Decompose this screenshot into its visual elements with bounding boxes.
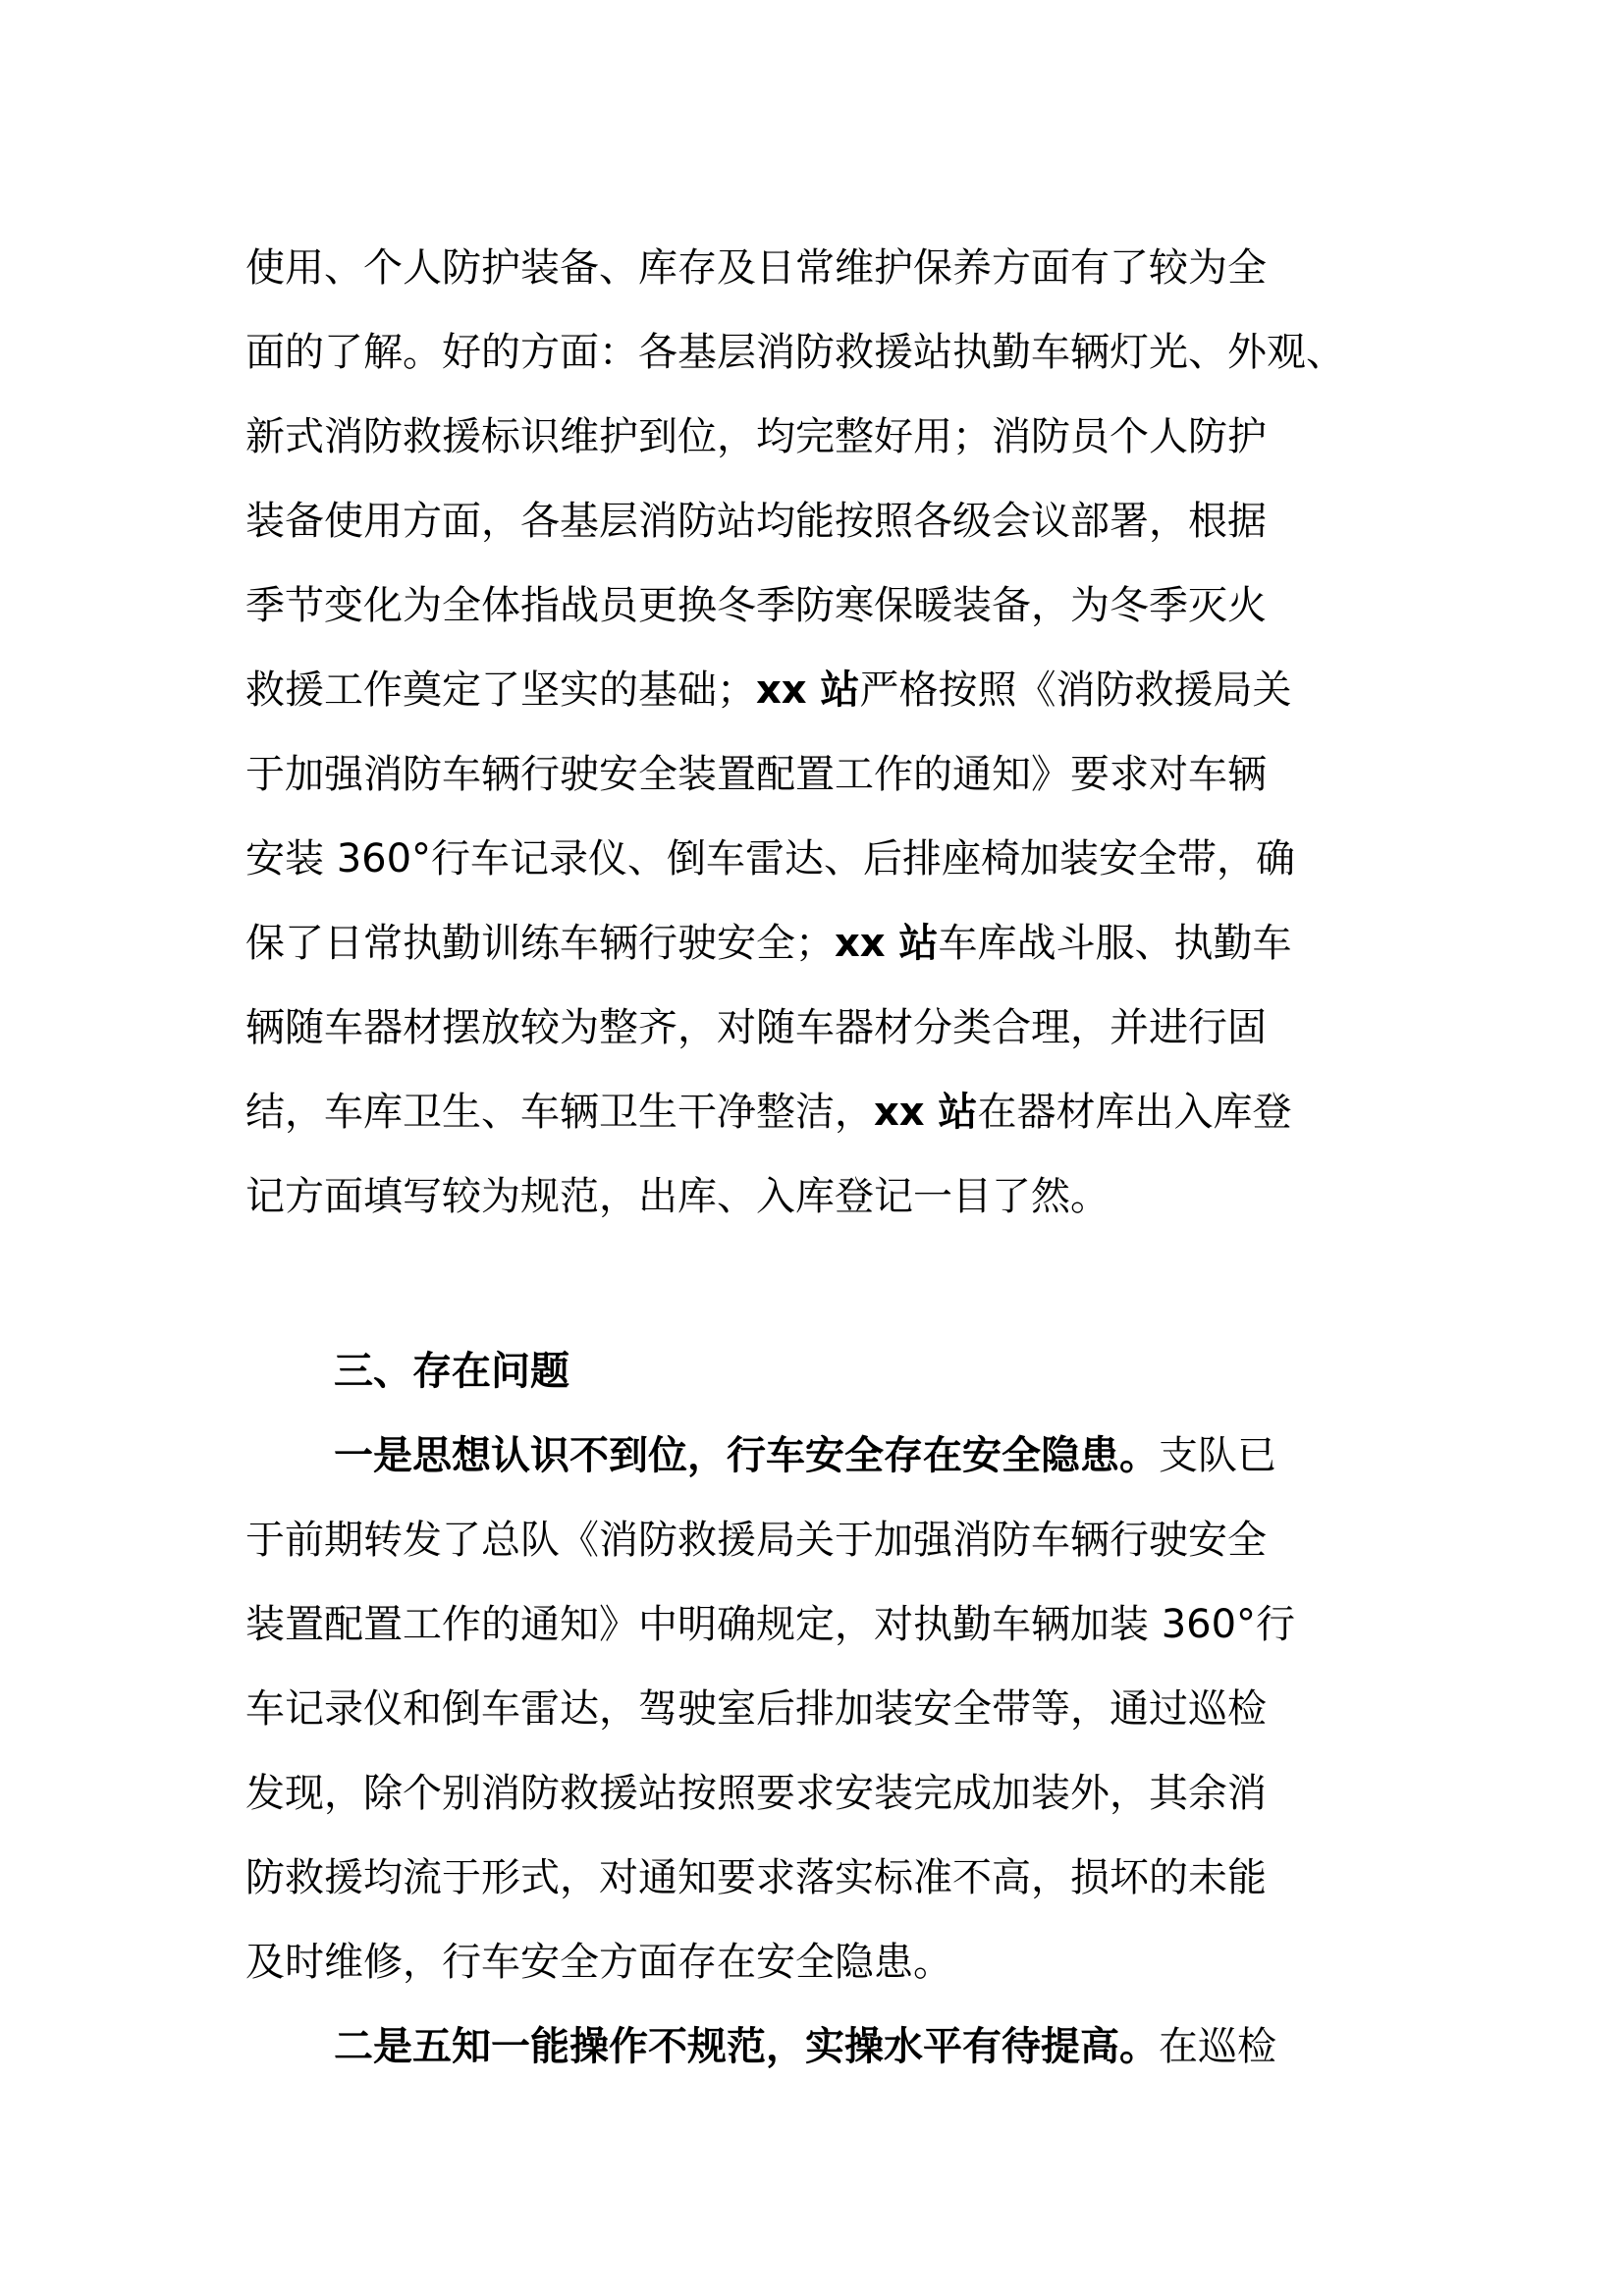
text-line: 记方面填写较为规范，出库、入库登记一目了然。 xyxy=(245,1174,1110,1219)
text-line: 及时维修，行车安全方面存在安全隐患。 xyxy=(245,1940,952,1985)
text-line: 安装 360°行车记录仪、倒车雷达、后排座椅加装安全带，确 xyxy=(245,836,1296,881)
station-name-bold: xx 站 xyxy=(874,1090,978,1135)
text-line: 新式消防救援标识维护到位，均完整好用；消防员个人防护 xyxy=(245,414,1267,459)
text-line: 装置配置工作的通知》中明确规定，对执勤车辆加装 360°行 xyxy=(245,1602,1296,1647)
problem-two-lead: 二是五知一能操作不规范，实操水平有待提高。 xyxy=(334,2024,1159,2069)
text-line: 救援工作奠定了坚实的基础；xx 站严格按照《消防救援局关 xyxy=(245,667,1292,713)
section-heading: 三、存在问题 xyxy=(334,1349,569,1394)
text-line: 一是思想认识不到位，行车安全存在安全隐患。支队已 xyxy=(334,1433,1276,1478)
text-line: 辆随车器材摆放较为整齐，对随车器材分类合理，并进行固 xyxy=(245,1005,1267,1050)
text-line: 保了日常执勤训练车辆行驶安全；xx 站车库战斗服、执勤车 xyxy=(245,921,1292,966)
text-line: 发现，除个别消防救援站按照要求安装完成加装外，其余消 xyxy=(245,1771,1267,1816)
station-name-bold: xx 站 xyxy=(756,667,860,713)
station-name-bold: xx 站 xyxy=(835,921,939,966)
text-line: 于加强消防车辆行驶安全装置配置工作的通知》要求对车辆 xyxy=(245,752,1267,797)
text-line: 结，车库卫生、车辆卫生干净整洁，xx 站在器材库出入库登 xyxy=(245,1090,1292,1135)
text-line: 车记录仪和倒车雷达，驾驶室后排加装安全带等，通过巡检 xyxy=(245,1686,1267,1732)
text-line: 使用、个人防护装备、库存及日常维护保养方面有了较为全 xyxy=(245,245,1267,291)
text-line: 防救援均流于形式，对通知要求落实标准不高，损坏的未能 xyxy=(245,1855,1267,1900)
text-line: 二是五知一能操作不规范，实操水平有待提高。在巡检 xyxy=(334,2024,1276,2069)
problem-one-lead: 一是思想认识不到位，行车安全存在安全隐患。 xyxy=(334,1433,1159,1478)
text-line: 面的了解。好的方面：各基层消防救援站执勤车辆灯光、外观、 xyxy=(245,330,1345,375)
text-line: 于前期转发了总队《消防救援局关于加强消防车辆行驶安全 xyxy=(245,1518,1267,1563)
text-line: 装备使用方面，各基层消防站均能按照各级会议部署，根据 xyxy=(245,499,1267,544)
text-line: 季节变化为全体指战员更换冬季防寒保暖装备，为冬季灭火 xyxy=(245,583,1267,628)
